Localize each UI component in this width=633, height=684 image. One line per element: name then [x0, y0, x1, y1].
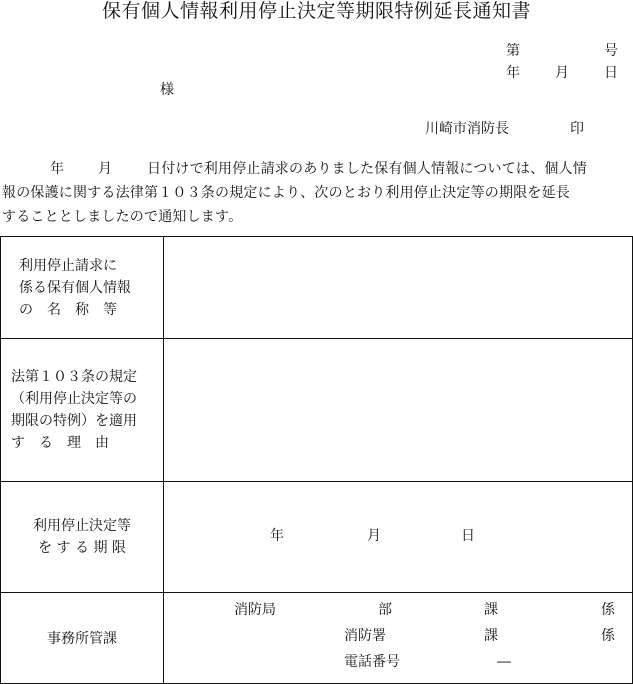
body-month: 月	[98, 161, 113, 177]
date-year: 年	[506, 65, 520, 81]
label-char: 係	[19, 279, 33, 296]
label-reason-line-2: （利用停止決定等の	[11, 391, 137, 407]
number-suffix: 号	[604, 43, 618, 59]
label-char: 請	[75, 257, 89, 274]
label-office-text: 事務所管課	[47, 631, 117, 647]
label-char: 情	[103, 279, 117, 296]
table-row-deadline	[1, 482, 633, 593]
date-month: 月	[555, 65, 569, 81]
deadline-month: 月	[367, 528, 381, 544]
office-unit-1: 係	[601, 602, 615, 618]
value-reason[interactable]	[164, 339, 633, 482]
label-name-line-3: の 名 称 等	[19, 301, 117, 318]
label-char: 有	[61, 279, 75, 296]
issuer-name: 川崎市消防長	[425, 121, 509, 137]
document-title: 保有個人情報利用停止決定等期限特例延長通知書	[101, 0, 531, 22]
label-char: る	[33, 279, 47, 296]
office-section-2: 課	[484, 628, 498, 644]
label-char: 停	[47, 257, 61, 274]
label-char: に	[103, 257, 117, 274]
value-office	[164, 593, 633, 684]
notice-table	[0, 236, 633, 684]
number-prefix: 第	[506, 43, 520, 59]
label-deadline	[1, 482, 164, 593]
label-reason	[1, 339, 164, 482]
body-line-2: 報の保護に関する法律第１０３条の規定により、次のとおり利用停止決定等の期限を延長	[2, 185, 570, 201]
addressee-suffix: 様	[160, 82, 174, 98]
office-phone-dash: ―	[497, 654, 511, 670]
office-dept-1: 消防局	[234, 602, 276, 618]
label-name-line-2	[19, 277, 148, 299]
label-reason-line-1: 法第１０３条の規定	[11, 369, 137, 385]
office-unit-2: 係	[601, 628, 615, 644]
office-phone-label: 電話番号	[344, 654, 400, 670]
office-dept-2: 消防署	[344, 628, 386, 644]
seal-mark: 印	[570, 121, 584, 137]
label-office	[1, 593, 164, 684]
label-char: 止	[61, 257, 75, 274]
deadline-year: 年	[270, 528, 284, 544]
label-char: 個	[75, 279, 89, 296]
label-name	[1, 237, 164, 339]
label-char: 用	[33, 257, 47, 274]
label-deadline-line-1: 利用停止決定等	[33, 518, 131, 534]
label-char: 保	[47, 279, 61, 296]
label-reason-line-3: 期限の特例）を適用	[11, 413, 137, 429]
date-day: 日	[604, 65, 618, 81]
value-name[interactable]	[164, 237, 633, 339]
label-name-line-1	[19, 255, 148, 277]
body-line-3: することとしましたので通知します。	[2, 209, 243, 225]
label-deadline-line-2: を す る 期 限	[38, 540, 126, 556]
value-deadline[interactable]	[164, 482, 633, 593]
table-row-reason	[1, 339, 633, 482]
table-row-office	[1, 593, 633, 684]
label-char: 報	[117, 279, 131, 296]
table-row-name	[1, 237, 633, 339]
label-reason-line-4: す る 理 由	[11, 435, 109, 451]
label-char: 求	[89, 257, 103, 274]
label-char: 利	[19, 257, 33, 274]
deadline-day: 日	[461, 528, 475, 544]
body-year: 年	[50, 161, 65, 177]
office-section-1: 課	[484, 602, 498, 618]
body-line-1: 日付けで利用停止請求のありました保有個人情報については、個人情	[147, 161, 587, 177]
label-char: 人	[89, 279, 103, 296]
office-part: 部	[378, 602, 392, 618]
